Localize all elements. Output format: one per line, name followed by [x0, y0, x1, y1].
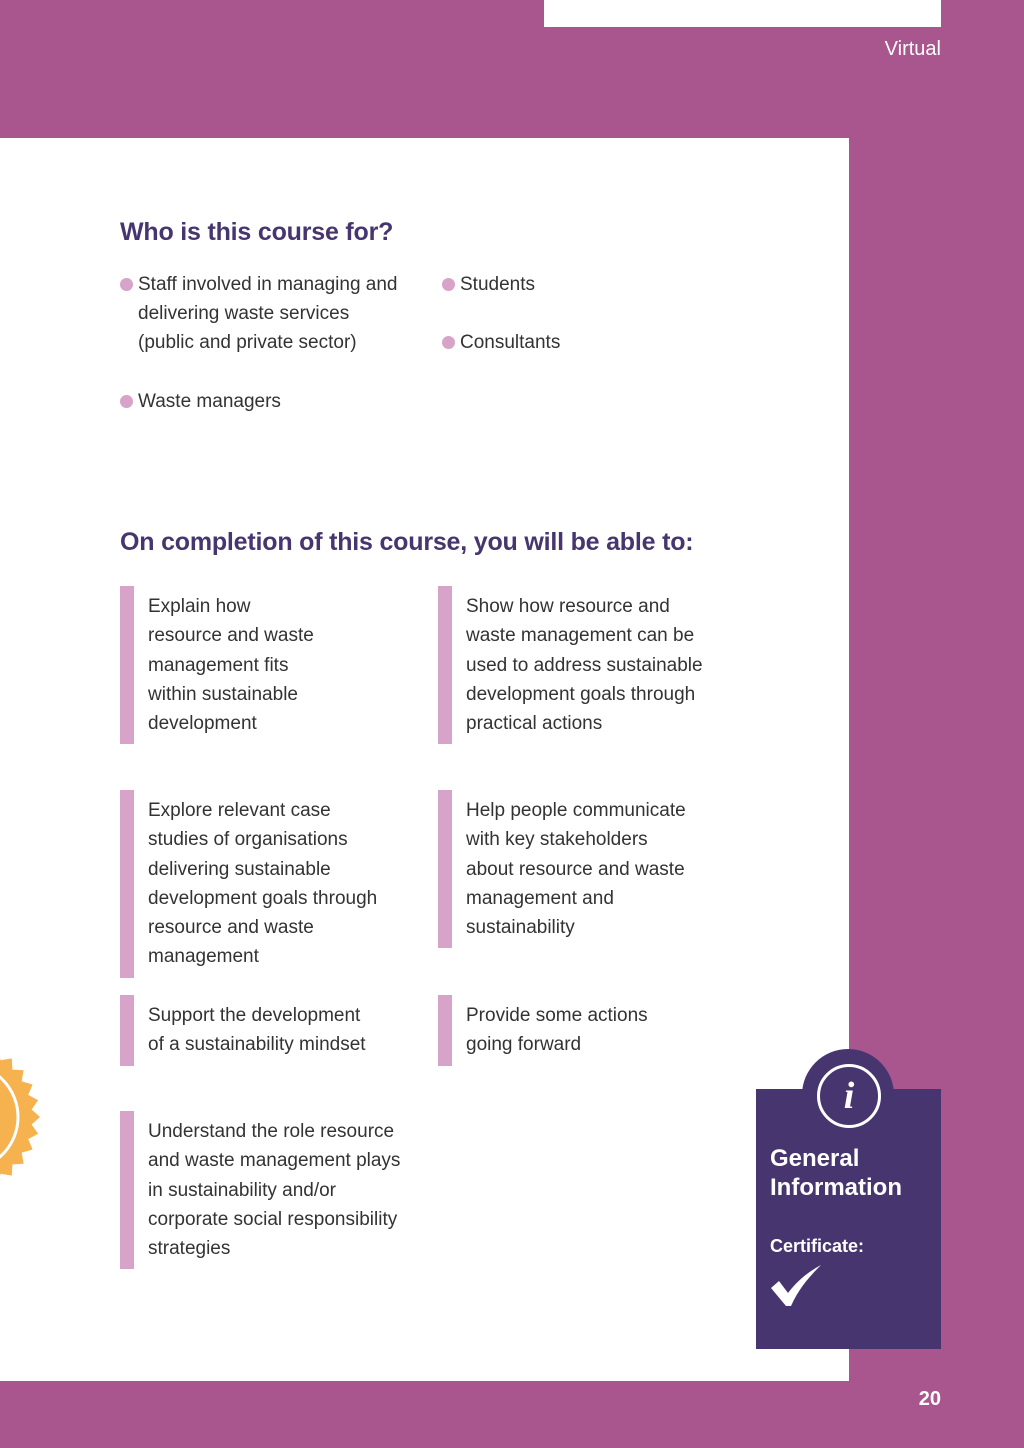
- accent-bar: [120, 995, 134, 1066]
- checkmark-icon: [769, 1264, 823, 1308]
- bullet-icon: [120, 395, 133, 408]
- outcome-item: Explain how resource and waste management fits within sustainable development: [120, 592, 328, 738]
- audience-item: Waste managers: [120, 387, 408, 416]
- bullet-icon: [120, 278, 133, 291]
- audience-item: Consultants: [442, 328, 730, 357]
- accent-bar: [438, 995, 452, 1066]
- accent-bar: [120, 1111, 134, 1269]
- delivery-mode-label: Virtual: [884, 38, 941, 60]
- outcome-item: Provide some actions going forward: [438, 1001, 656, 1060]
- bullet-icon: [442, 336, 455, 349]
- bullet-icon: [442, 278, 455, 291]
- audience-item: Students: [442, 270, 730, 299]
- header-tab: [544, 0, 941, 27]
- certificate-label: Certificate:: [770, 1236, 865, 1256]
- outcome-item: Support the development of a sustainability mindset: [120, 1001, 376, 1060]
- audience-heading: Who is this course for?: [120, 218, 394, 246]
- outcomes-heading: On completion of this course, you will be able to:: [120, 528, 694, 556]
- outcome-item: Explore relevant case studies of organisations delivering sustainable development goals through resource and waste management: [120, 796, 388, 972]
- outcome-item: Understand the role resource and waste management plays in sustainability and/or corporate social responsibility strategies: [120, 1117, 410, 1263]
- audience-item: Staff involved in managing and delivering waste services (public and private sector): [120, 270, 398, 357]
- outcome-item: Help people communicate with key stakeholders about resource and waste management and sustainability: [438, 796, 696, 942]
- accent-bar: [438, 790, 452, 948]
- page-number: 20: [918, 1388, 941, 1410]
- accent-bar: [438, 586, 452, 744]
- outcome-item: Show how resource and waste management can be used to address sustainable development goals through practical actions: [438, 592, 706, 738]
- accent-bar: [120, 790, 134, 978]
- general-info-title: General Information: [770, 1145, 902, 1201]
- info-icon: i: [817, 1064, 881, 1128]
- seal-decoration: [0, 1020, 40, 1215]
- accent-bar: [120, 586, 134, 744]
